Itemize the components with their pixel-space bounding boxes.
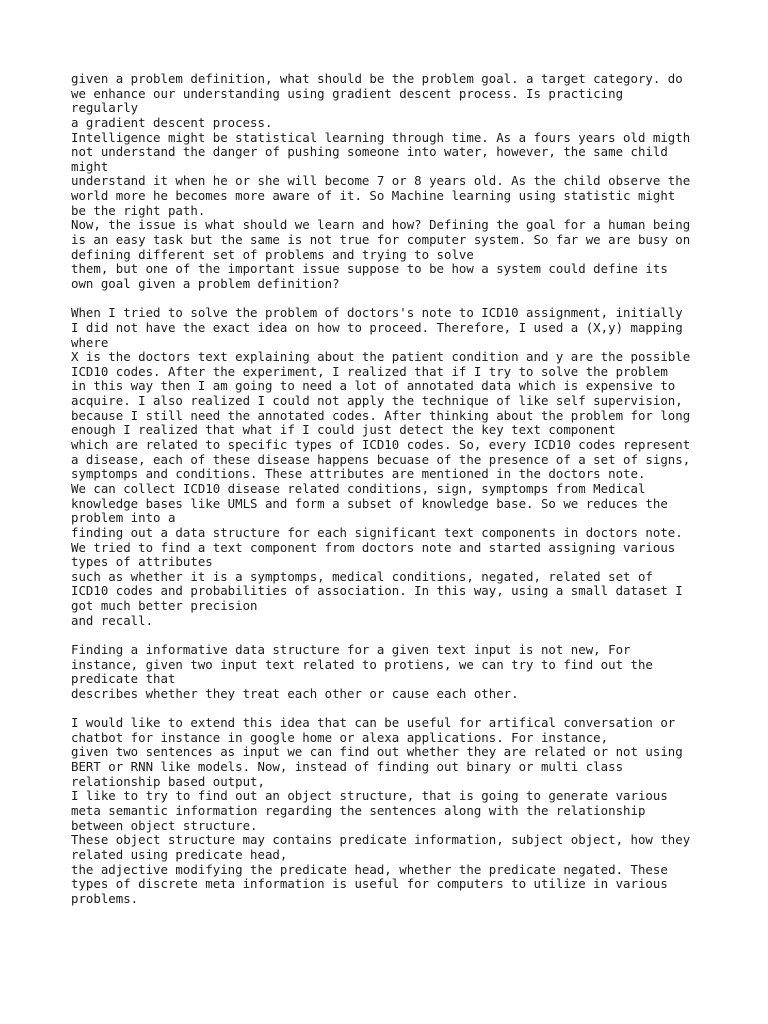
text-line: between object structure. <box>71 817 258 833</box>
text-line: These object structure may contains predicate information, subject object, how they <box>71 832 691 848</box>
text-line: because I still need the annotated codes. After thinking about the problem for long <box>71 407 691 423</box>
text-line: Intelligence might be statistical learning through time. As a fours years old migth <box>71 129 691 145</box>
text-line: and recall. <box>71 612 154 628</box>
text-line: understand it when he or she will become 7 or 8 years old. As the child observe the <box>71 173 691 189</box>
text-line: defining different set of problems and trying to solve <box>71 246 474 262</box>
text-line: be the right path. <box>71 202 206 218</box>
text-line: regularly <box>71 100 139 116</box>
blank-line <box>71 628 711 643</box>
text-line: them, but one of the important issue suppose to be how a system could define its <box>71 261 668 277</box>
text-line: not understand the danger of pushing someone into water, however, the same child <box>71 144 668 160</box>
text-line: in this way then I am going to need a lot of annotated data which is expensive to <box>71 378 676 394</box>
text-line: which are related to specific types of ICD10 codes. So, every ICD10 codes represent <box>71 437 691 453</box>
text-line: enough I realized that what if I could just detect the key text component <box>71 422 616 438</box>
text-line: we enhance our understanding using gradient descent process. Is practicing <box>71 85 624 101</box>
text-line: got much better precision <box>71 598 258 614</box>
text-line: ICD10 codes and probabilities of association. In this way, using a small dataset I <box>71 583 683 599</box>
text-line: When I tried to solve the problem of doctors's note to ICD10 assignment, initially <box>71 305 683 321</box>
text-line: given two sentences as input we can find out whether they are related or not using <box>71 744 683 760</box>
text-line: symptomps and conditions. These attributes are mentioned in the doctors note. <box>71 466 646 482</box>
text-line: a disease, each of these disease happens becuase of the presence of a set of signs, <box>71 451 691 467</box>
text-line: a gradient descent process. <box>71 114 273 130</box>
text-line: I did not have the exact idea on how to proceed. Therefore, I used a (X,y) mapping <box>71 319 683 335</box>
text-line: BERT or RNN like models. Now, instead of finding out binary or multi class <box>71 759 624 775</box>
text-line: world more he becomes more aware of it. So Machine learning using statistic might <box>71 188 676 204</box>
text-line: own goal given a problem definition? <box>71 275 340 291</box>
text-line: where <box>71 334 109 350</box>
text-line: I would like to extend this idea that can be useful for artifical conversation or <box>71 715 676 731</box>
text-line: related using predicate head, <box>71 846 288 862</box>
text-line: ICD10 codes. After the experiment, I realized that if I try to solve the problem <box>71 363 668 379</box>
text-line: types of attributes <box>71 554 213 570</box>
text-line: predicate that <box>71 671 176 687</box>
text-line: relationship based output, <box>71 773 265 789</box>
text-line: describes whether they treat each other or cause each other. <box>71 685 519 701</box>
text-line: I like to try to find out an object structure, that is going to generate various <box>71 788 668 804</box>
text-line: given a problem definition, what should be the problem goal. a target category. do <box>71 71 683 86</box>
blank-line <box>71 702 711 717</box>
text-line: chatbot for instance in google home or alexa applications. For instance, <box>71 729 609 745</box>
text-line: is an easy task but the same is not true for computer system. So far we are busy on <box>71 232 691 248</box>
text-line: Now, the issue is what should we learn and how? Defining the goal for a human being <box>71 217 691 233</box>
document-page <box>71 72 711 907</box>
text-line: acquire. I also realized I could not apply the technique of like self supervision, <box>71 393 683 409</box>
text-line: types of discrete meta information is useful for computers to utilize in various <box>71 876 668 892</box>
text-line: instance, given two input text related to protiens, we can try to find out the <box>71 656 653 672</box>
text-line: Finding a informative data structure for a given text input is not new, For <box>71 641 631 657</box>
text-line: We can collect ICD10 disease related conditions, sign, symptomps from Medical <box>71 480 646 496</box>
text-line: finding out a data structure for each significant text components in doctors note. <box>71 524 683 540</box>
text-line: problem into a <box>71 510 176 526</box>
text-line: problems. <box>71 890 139 906</box>
text-line: knowledge bases like UMLS and form a subset of knowledge base. So we reduces the <box>71 495 668 511</box>
text-line: meta semantic information regarding the sentences along with the relationship <box>71 803 646 819</box>
text-line: the adjective modifying the predicate head, whether the predicate negated. These <box>71 861 668 877</box>
text-line: We tried to find a text component from doctors note and started assigning various <box>71 539 676 555</box>
blank-line <box>71 292 711 307</box>
text-line: might <box>71 158 109 174</box>
text-line: X is the doctors text explaining about the patient condition and y are the possible <box>71 349 691 365</box>
text-line: such as whether it is a symptomps, medical conditions, negated, related set of <box>71 568 653 584</box>
